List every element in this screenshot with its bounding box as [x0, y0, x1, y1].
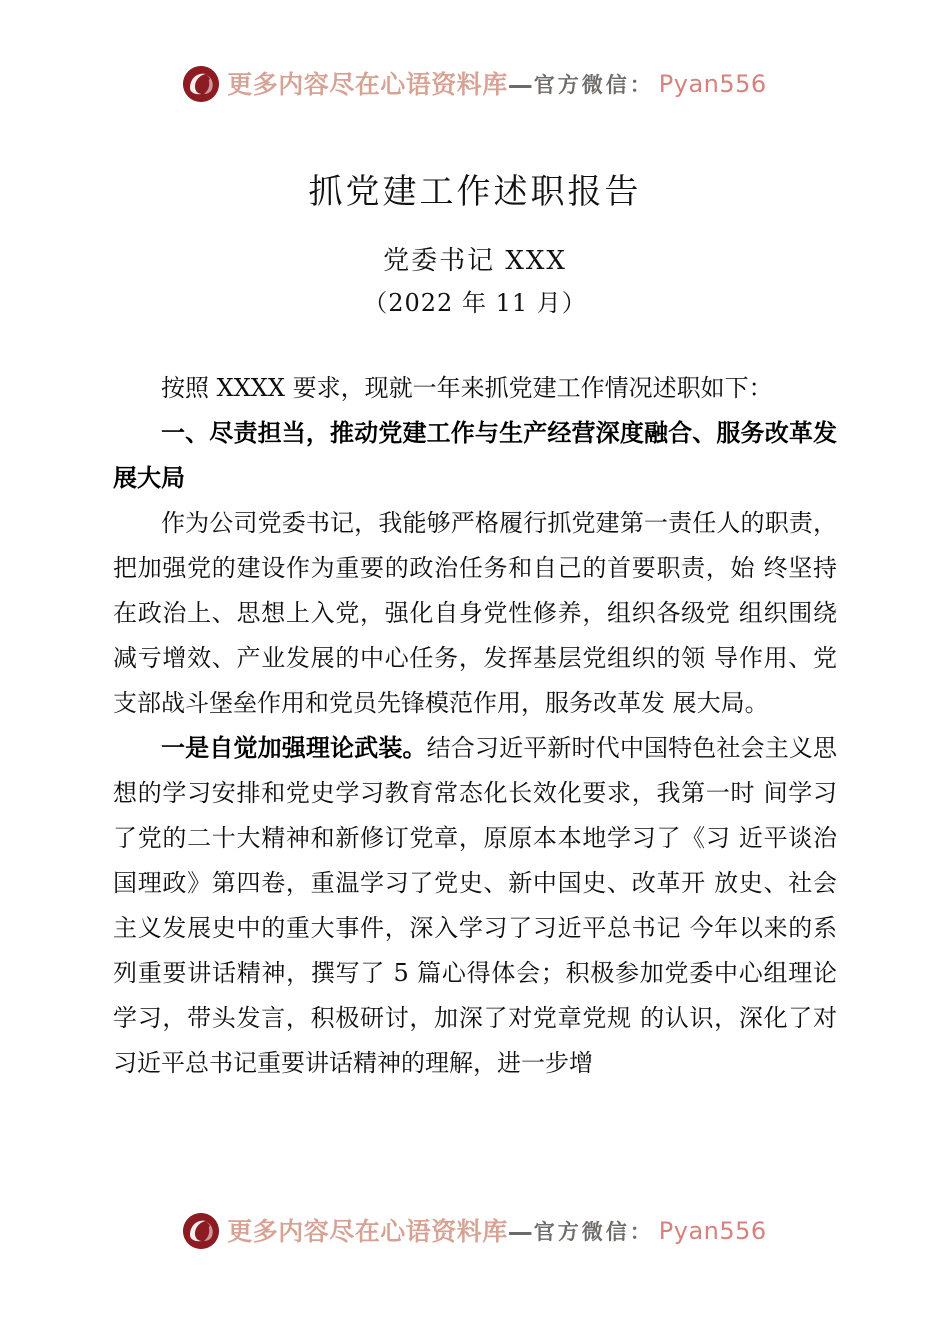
document-subtitle: 党委书记 XXX [383, 245, 567, 276]
watermark-text: 更多内容尽在心语资料库 [227, 69, 508, 99]
section-heading-1: 一、尽责担当，推动党建工作与生产经营深度融合、服务改革发展大局 [113, 419, 837, 493]
document-content [113, 170, 837, 1086]
point-1-text: 结合习近平新时代中国特色社会主义思想的学习安排和党史学习教育常态化长效化要求，我第一时 间学习了党的二十大精神和新修订党章，原原本本地学习了《习 近平谈治国理政》第四卷，重温学习了党史、新中国史、改革开 放史、社会主义发展史中的重大事件，深入学习了习近平总书记 今年以来的系列重要讲话精神，撰写了 5 篇心得体会；积极参加党委中心组理论学习，带头发言，积极研讨，加深了对党章党规 的认识，深化了对习近平总书记重要讲话精神的理解，进一步增 [113, 734, 838, 1078]
document-date: （2022 年 11 月） [363, 288, 587, 317]
document-title: 抓党建工作述职报告 [308, 172, 642, 212]
watermark-wechat-label: 官方微信： [533, 1218, 654, 1244]
watermark-bottom [0, 1213, 950, 1249]
brand-circle-logo-icon [183, 66, 219, 102]
paragraph-intro: 按照 XXXX 要求，现就一年来抓党建工作情况述职如下： [161, 374, 773, 403]
watermark-wechat-id: Pyan556 [658, 1217, 767, 1245]
point-1-lead: 一是自觉加强理论武装。 [161, 734, 427, 763]
paragraph-point-1 [113, 726, 837, 1086]
document-body [113, 366, 837, 1086]
watermark-dash: — [507, 69, 533, 99]
watermark-top [0, 66, 950, 102]
brand-circle-logo-icon [183, 1213, 219, 1249]
watermark-wechat-id: Pyan556 [658, 70, 767, 98]
watermark-dash: — [507, 1216, 533, 1246]
watermark-wechat-label: 官方微信： [533, 71, 654, 97]
watermark-text: 更多内容尽在心语资料库 [227, 1216, 508, 1246]
paragraph-section-1-body: 作为公司党委书记，我能够严格履行抓党建第一责任人的职责，把加强党的建设作为重要的政治任务和自己的首要职责，始 终坚持在政治上、思想上入党，强化自身党性修养，组织各级党 组织围绕减亏增效、产业发展的中心任务，发挥基层党组织的领 导作用、党支部战斗堡垒作用和党员先锋模范作用，服务改革发 展大局。 [113, 509, 837, 718]
